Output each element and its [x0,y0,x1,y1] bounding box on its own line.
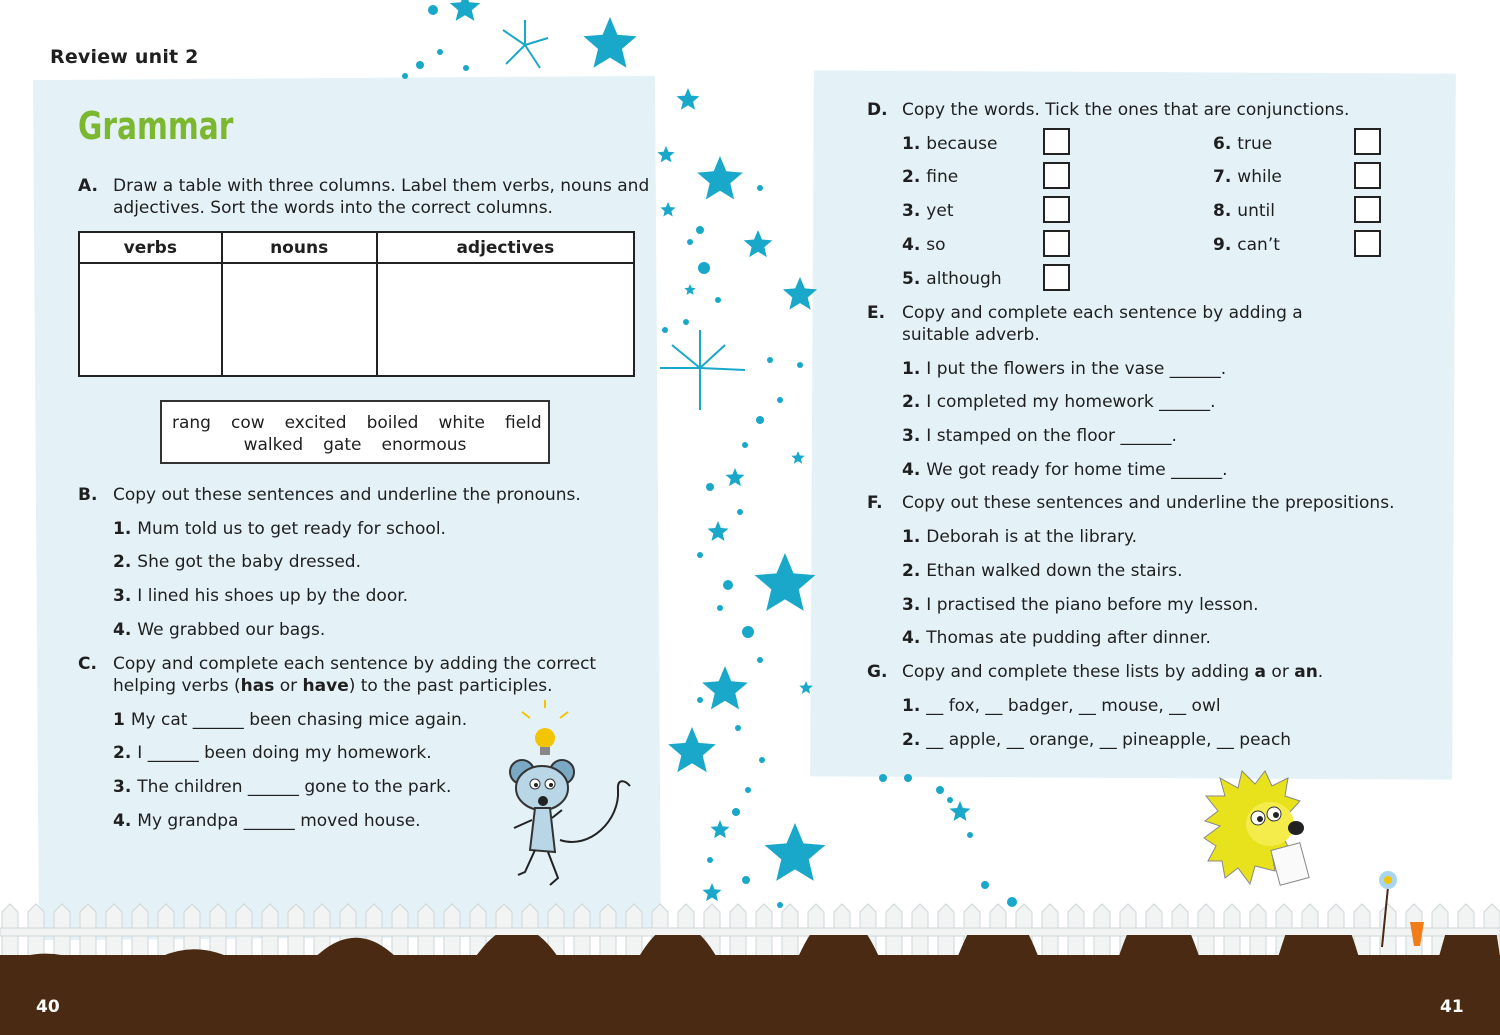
item-number: 4. [113,811,132,831]
star-icon [791,451,804,464]
item-number: 4. [902,460,921,480]
table-cell[interactable] [222,263,377,376]
star-icon [450,0,480,21]
tick-checkbox[interactable] [1354,196,1381,223]
dot-decoration [697,697,703,703]
dot-decoration [706,483,714,491]
star-icon [711,820,730,838]
question-text-line2: adjectives. Sort the words into the correct columns. [113,198,553,218]
item-text: __ apple, __ orange, __ pineapple, __ peach [926,730,1292,750]
question-text-line2 [113,675,553,697]
item-text: We grabbed our bags. [137,620,326,640]
dot-decoration [687,239,693,245]
dot-decoration [723,580,733,590]
star-icon [677,88,700,110]
question-letter: G. [867,662,888,682]
item-text: I completed my homework ______. [926,392,1216,412]
sparkle-icon [503,20,548,68]
item-number: 9. [1213,235,1232,255]
question-text [902,661,1323,683]
tick-checkbox[interactable] [1043,162,1070,189]
item-number: 1. [902,359,921,379]
star-icon [799,681,812,694]
dot-decoration [737,509,743,515]
list-item [113,585,408,607]
dot-decoration [707,857,713,863]
dot-decoration [735,725,741,731]
page-number-left: 40 [36,997,60,1017]
item-number: 1. [113,519,132,539]
question-letter: A. [78,176,98,196]
dot-decoration [879,774,887,782]
item-number: 3. [902,201,921,221]
dot-decoration [757,657,763,663]
item-number: 4. [113,620,132,640]
mouse-illustration [500,700,640,900]
star-icon [657,146,674,162]
item-number: 3. [902,426,921,446]
item-text: Mum told us to get ready for school. [137,519,446,539]
word-bank-word: excited [284,413,347,433]
item-number: 3. [113,777,132,797]
dot-decoration [683,319,689,325]
list-item [902,459,1228,481]
item-text: My cat ______ been chasing mice again. [130,710,468,730]
item-text: I stamped on the floor ______. [926,426,1177,446]
question-text: Copy the words. Tick the ones that are conjunctions. [902,100,1350,120]
star-icon [668,727,716,772]
bold-word: have [302,676,349,696]
word-bank [160,400,550,464]
tick-checkbox[interactable] [1043,196,1070,223]
dot-decoration [767,357,773,363]
word-bank-word: field [504,413,542,433]
dot-decoration [777,397,783,403]
word-bank-word: white [438,413,485,433]
conjunction-item [902,200,953,222]
text-fragment: ) to the past participles. [348,676,553,696]
list-item [902,526,1137,548]
question-letter: E. [867,303,886,323]
item-text: I practised the piano before my lesson. [926,595,1259,615]
item-number: 2. [113,552,132,572]
section-title: Grammar [78,104,234,148]
item-text: I lined his shoes up by the door. [137,586,409,606]
conjunction-item [1213,133,1272,155]
item-number: 2. [902,561,921,581]
tick-checkbox[interactable] [1354,162,1381,189]
list-item [113,518,446,540]
star-icon [783,277,817,310]
dot-decoration [981,881,989,889]
dot-decoration [463,65,469,71]
list-item [113,742,432,764]
question-text: Draw a table with three columns. Label them verbs, nouns and [113,176,650,196]
list-item [113,619,325,641]
text-fragment: . [1317,662,1324,682]
dot-decoration [742,442,748,448]
word-bank-word: cow [230,413,265,433]
word-bank-word: enormous [381,435,467,455]
star-icon [755,553,816,611]
dot-decoration [696,226,704,234]
dot-decoration [797,362,803,368]
word-bank-word: walked [243,435,304,455]
bold-word: has [240,676,275,696]
column-header-nouns: nouns [222,232,377,263]
star-icon [684,284,695,295]
dot-decoration [742,876,750,884]
tick-checkbox[interactable] [1354,128,1381,155]
question-letter: C. [78,654,97,674]
hedgehog-illustration [1200,766,1320,906]
word-bank-word: rang [172,413,211,433]
dot-decoration [698,262,710,274]
question-letter: D. [867,100,888,120]
star-icon [726,468,745,486]
question-letter: B. [78,485,98,505]
star-icon [702,666,748,709]
dot-decoration [904,774,912,782]
list-item [113,810,421,832]
item-word: while [1237,167,1282,187]
dot-decoration [745,787,751,793]
question-text-line2: suitable adverb. [902,325,1040,345]
bold-word: an [1294,662,1318,682]
item-number: 3. [113,586,132,606]
dot-decoration [742,626,754,638]
table-cell[interactable] [79,263,222,376]
list-item [902,358,1226,380]
dot-decoration [936,786,944,794]
item-text: Thomas ate pudding after dinner. [926,628,1211,648]
item-word: true [1237,134,1273,154]
list-item [113,709,467,731]
question-letter: F. [867,493,883,513]
list-item [113,551,361,573]
item-number: 2. [902,730,921,750]
item-word: although [926,269,1002,289]
item-text: Ethan walked down the stairs. [926,561,1183,581]
sparkle-icon [660,330,745,410]
text-fragment: or [274,676,303,696]
item-text: The children ______ gone to the park. [137,777,452,797]
item-number: 2. [902,392,921,412]
text-fragment: Copy and complete these lists by adding [902,662,1255,682]
unit-title: Review unit 2 [50,46,199,68]
question-text: Copy out these sentences and underline the pronouns. [113,485,581,505]
list-item [902,695,1221,717]
item-word: until [1237,201,1275,221]
item-text: __ fox, __ badger, __ mouse, __ owl [926,696,1221,716]
dot-decoration [402,73,408,79]
item-number: 4. [902,235,921,255]
item-number: 3. [902,595,921,615]
dot-decoration [697,552,703,558]
item-number: 6. [1213,134,1232,154]
conjunction-item [902,268,1002,290]
item-number: 1. [902,696,921,716]
word-bank-word: gate [323,435,362,455]
conjunction-item [902,234,946,256]
item-number: 2. [113,743,132,763]
dot-decoration [715,297,721,303]
conjunction-item [902,133,997,155]
sort-table [78,231,635,377]
dot-decoration [967,832,973,838]
conjunction-item [902,166,958,188]
item-text: I put the flowers in the vase ______. [926,359,1227,379]
dot-decoration [416,61,424,69]
tick-checkbox[interactable] [1043,230,1070,257]
dot-decoration [662,327,668,333]
item-word: so [926,235,946,255]
star-icon [703,883,722,901]
dot-decoration [947,797,953,803]
item-word: fine [926,167,959,187]
dot-decoration [717,605,723,611]
item-text: My grandpa ______ moved house. [137,811,421,831]
list-item [902,391,1215,413]
dot-decoration [756,416,764,424]
list-item [113,776,451,798]
dot-decoration [757,185,763,191]
bold-word: a [1254,662,1267,682]
item-number: 2. [902,167,921,187]
item-text: Deborah is at the library. [926,527,1138,547]
list-item [902,627,1211,649]
item-number: 7. [1213,167,1232,187]
star-icon [950,801,971,821]
item-number: 1. [902,134,921,154]
item-word: because [926,134,998,154]
tick-checkbox[interactable] [1354,230,1381,257]
list-item [902,560,1183,582]
dot-decoration [428,5,438,15]
star-icon [583,17,636,68]
table-cell[interactable] [377,263,634,376]
star-icon [765,823,826,881]
item-number: 8. [1213,201,1232,221]
dot-decoration [759,757,765,763]
conjunction-item [1213,166,1282,188]
question-text: Copy and complete each sentence by adding a [902,303,1303,323]
list-item [902,594,1259,616]
word-bank-word: boiled [366,413,419,433]
dot-decoration [732,808,740,816]
item-text: I ______ been doing my homework. [137,743,432,763]
soil-edge [0,935,1500,975]
column-header-adjectives: adjectives [377,232,634,263]
conjunction-item [1213,200,1275,222]
item-number: 1 [113,710,125,730]
item-word: yet [926,201,954,221]
tick-checkbox[interactable] [1043,128,1070,155]
list-item [902,729,1291,751]
item-number: 1. [902,527,921,547]
conjunction-item [1213,234,1280,256]
dot-decoration [437,49,443,55]
tick-checkbox[interactable] [1043,264,1070,291]
question-text: Copy out these sentences and underline the prepositions. [902,493,1395,513]
page-number-right: 41 [1440,997,1464,1017]
list-item [902,425,1177,447]
item-word: can’t [1237,235,1280,255]
item-text: We got ready for home time ______. [926,460,1228,480]
star-icon [744,230,773,257]
star-icon [697,156,743,199]
item-number: 5. [902,269,921,289]
lightbulb-icon [535,728,555,748]
text-fragment: or [1266,662,1295,682]
star-icon [660,202,675,217]
star-icon [708,521,729,541]
text-fragment: helping verbs ( [113,676,241,696]
question-text: Copy and complete each sentence by adding the correct [113,654,597,674]
item-text: She got the baby dressed. [137,552,361,572]
column-header-verbs: verbs [79,232,222,263]
item-number: 4. [902,628,921,648]
